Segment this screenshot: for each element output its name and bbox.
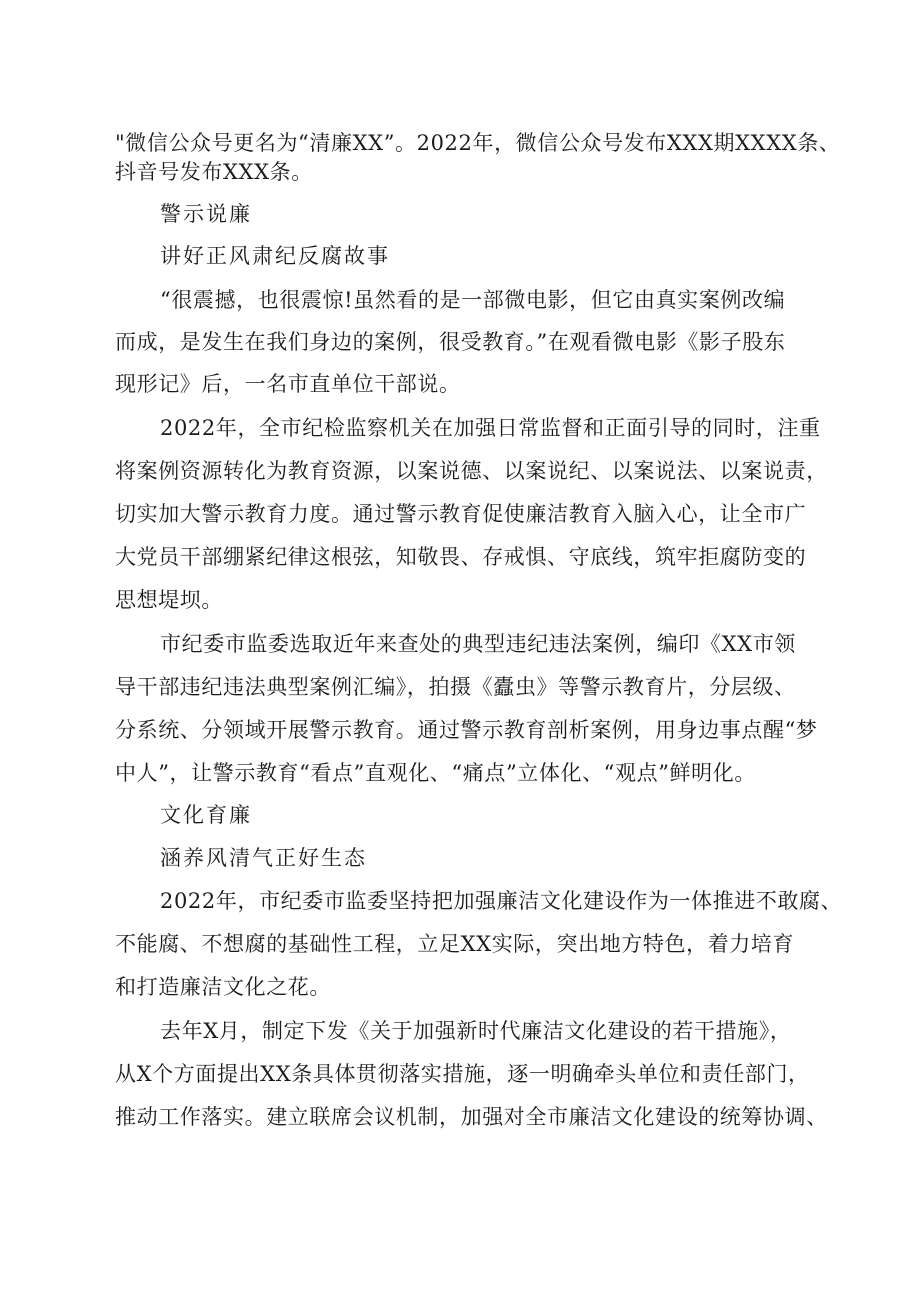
section-heading: 文化育廉 (160, 803, 252, 827)
section-subheading: 讲好正风肃纪反腐故事 (160, 244, 390, 268)
body-text-line: “很震撼，也很震惊!虽然看的是一部微电影，但它由真实案例改编 (160, 288, 786, 312)
body-text-line: 不能腐、不想腐的基础性工程，立足XX实际，突出地方特色，着力培育 (115, 932, 795, 956)
body-text-line: 现形记》后，一名市直单位干部说。 (115, 372, 461, 396)
body-text-line: 思想堤坝。 (115, 588, 223, 612)
body-text-line: "微信公众号更名为“清廉XX”。2022年，微信公众号发布XXX期XXXX条、 (115, 131, 841, 155)
body-text-line: 市纪委市监委选取近年来查处的典型违纪违法案例，编印《XX市领 (160, 632, 796, 656)
body-text-line: 大党员干部绷紧纪律这根弦，知敬畏、存戒惧、守底线，筑牢拒腐防变的 (115, 545, 807, 569)
body-text-line: 中人”，让警示教育“看点”直观化、“痛点”立体化、“观点”鲜明化。 (115, 761, 756, 785)
body-text-line: 2022年，全市纪检监察机关在加强日常监督和正面引导的同时，注重 (160, 416, 821, 440)
section-heading: 警示说廉 (160, 202, 252, 226)
body-text-line: 将案例资源转化为教育资源，以案说德、以案说纪、以案说法、以案说责， (115, 459, 828, 483)
body-text-line: 而成，是发生在我们身边的案例，很受教育。”在观看微电影《影子股东 (115, 330, 786, 354)
body-text-line: 2022年，市纪委市监委坚持把加强廉洁文化建设作为一体推进不敢腐、 (160, 889, 843, 913)
section-subheading: 涵养风清气正好生态 (160, 846, 367, 870)
body-text-line: 从X个方面提出XX条具体贯彻落实措施，逐一明确牵头单位和责任部门， (115, 1062, 810, 1086)
body-text-line: 抖音号发布XXX条。 (115, 160, 313, 184)
body-text-line: 分系统、分领域开展警示教育。通过警示教育剖析案例，用身边事点醒“梦 (115, 718, 818, 742)
body-text-line: 导干部违纪违法典型案例汇编》，拍摄《蠹虫》等警示教育片，分层级、 (115, 675, 796, 699)
body-text-line: 去年X月，制定下发《关于加强新时代廉洁文化建设的若干措施》， (160, 1019, 792, 1043)
body-text-line: 切实加大警示教育力度。通过警示教育促使廉洁教育入脑入心，让全市广 (115, 502, 807, 526)
body-text-line: 和打造廉洁文化之花。 (115, 975, 331, 999)
body-text-line: 推动工作落实。建立联席会议机制，加强对全市廉洁文化建设的统筹协调、 (115, 1105, 828, 1129)
